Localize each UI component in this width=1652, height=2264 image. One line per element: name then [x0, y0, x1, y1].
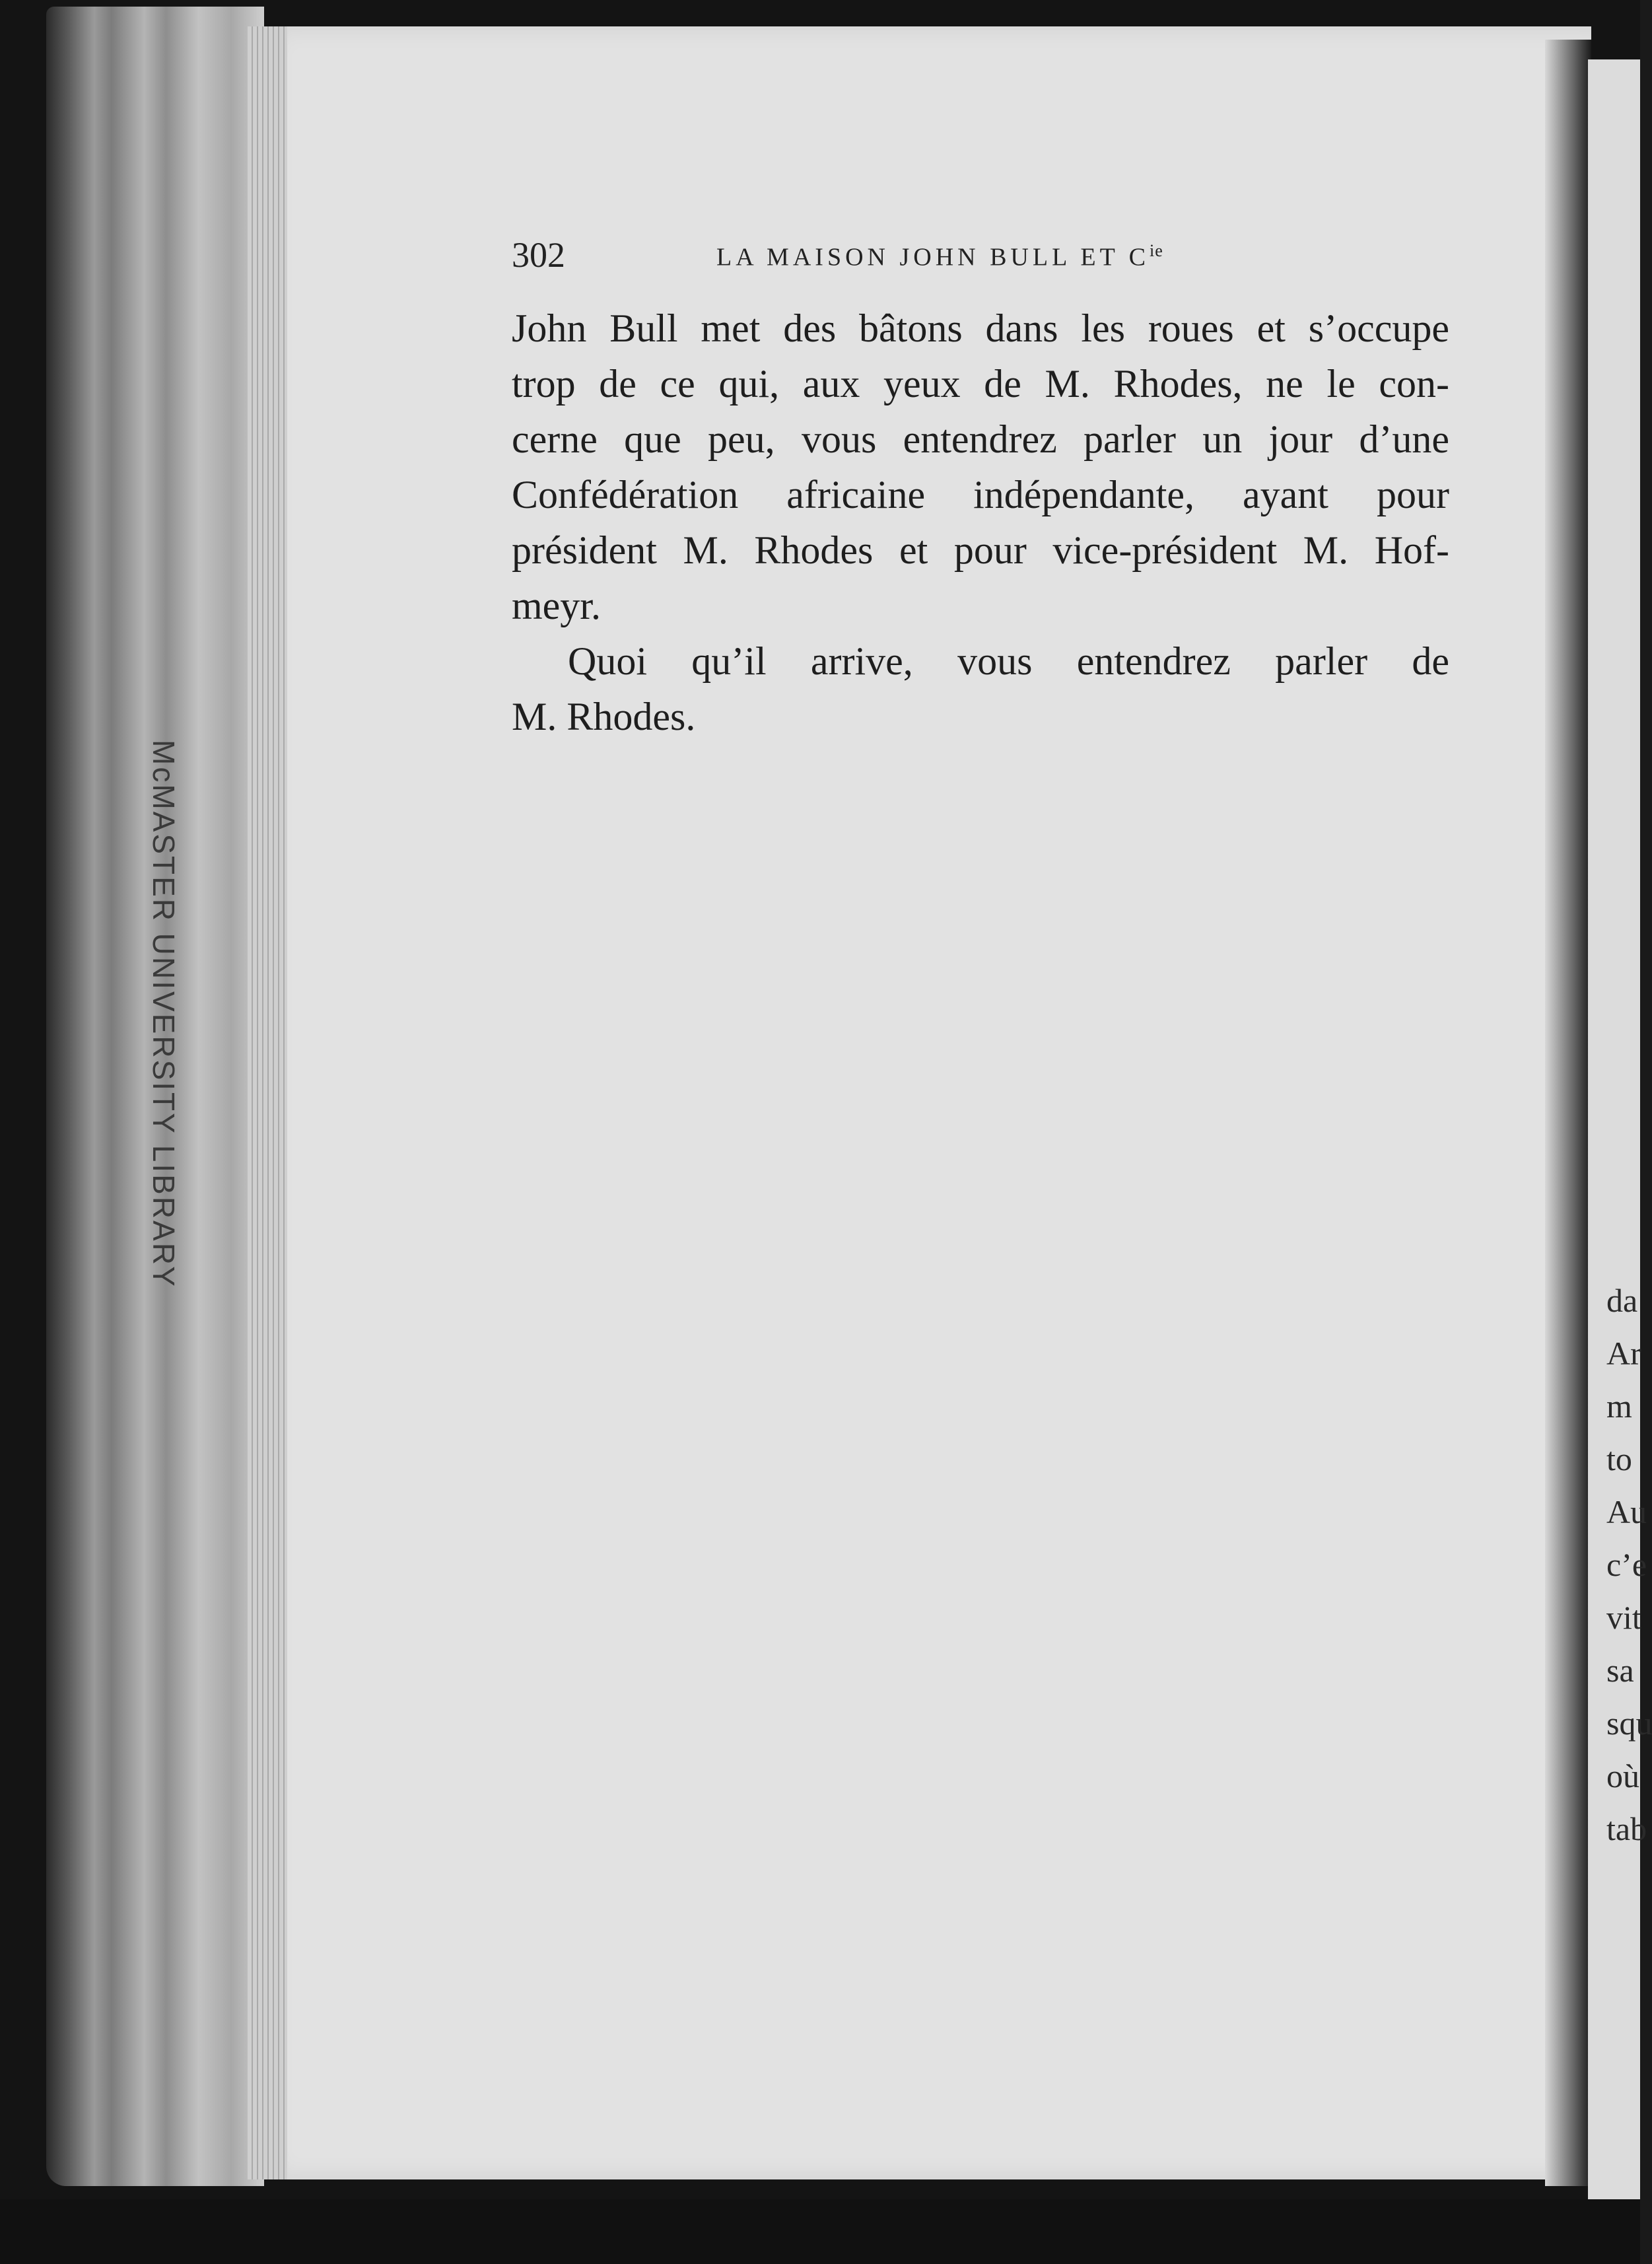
- text-line: président M. Rhodes et pour vice-président M. Hof-: [512, 528, 1449, 572]
- text-line: John Bull met des bâtons dans les roues et s’occupe: [512, 306, 1449, 350]
- page-edge: [248, 26, 287, 2179]
- facing-page: [1588, 59, 1652, 2199]
- body-text: [512, 301, 1449, 744]
- page-number: 302: [512, 235, 565, 275]
- text-line: M. Rhodes.: [512, 695, 696, 738]
- facing-page-line: squ: [1606, 1705, 1652, 1742]
- running-title-superscript: ie: [1149, 241, 1163, 260]
- text-line: cerne que peu, vous entendrez parler un jour d’une: [512, 417, 1449, 461]
- text-line: meyr.: [512, 584, 601, 627]
- page-header: [512, 234, 1449, 274]
- text-line: Quoi qu’il arrive, vous entendrez parler de: [568, 639, 1449, 683]
- text-line: trop de ce qui, aux yeux de M. Rhodes, ne le con-: [512, 362, 1449, 406]
- facing-page-line: tab: [1606, 1810, 1647, 1847]
- facing-page-line: Au: [1606, 1493, 1647, 1530]
- running-title: [716, 241, 1163, 272]
- facing-page-line: m: [1606, 1388, 1632, 1425]
- facing-page-line: da: [1606, 1282, 1638, 1319]
- library-stamp: McMASTER UNIVERSITY LIBRARY: [147, 740, 181, 1289]
- facing-page-line: vit: [1606, 1599, 1641, 1636]
- facing-page-line: sa: [1606, 1652, 1634, 1689]
- running-title-text: LA MAISON JOHN BULL ET C: [716, 243, 1150, 271]
- facing-page-line: où: [1606, 1757, 1639, 1794]
- scan-bottom-border: [0, 2199, 1640, 2264]
- text-line: Confédération africaine indépendante, ayant pour: [512, 473, 1449, 516]
- facing-page-line: c’e: [1606, 1546, 1647, 1583]
- page-stack-edge: [46, 7, 264, 2186]
- facing-page-line: to: [1606, 1440, 1632, 1477]
- facing-page-line: Ar: [1606, 1335, 1641, 1372]
- book-gutter: [1545, 40, 1591, 2186]
